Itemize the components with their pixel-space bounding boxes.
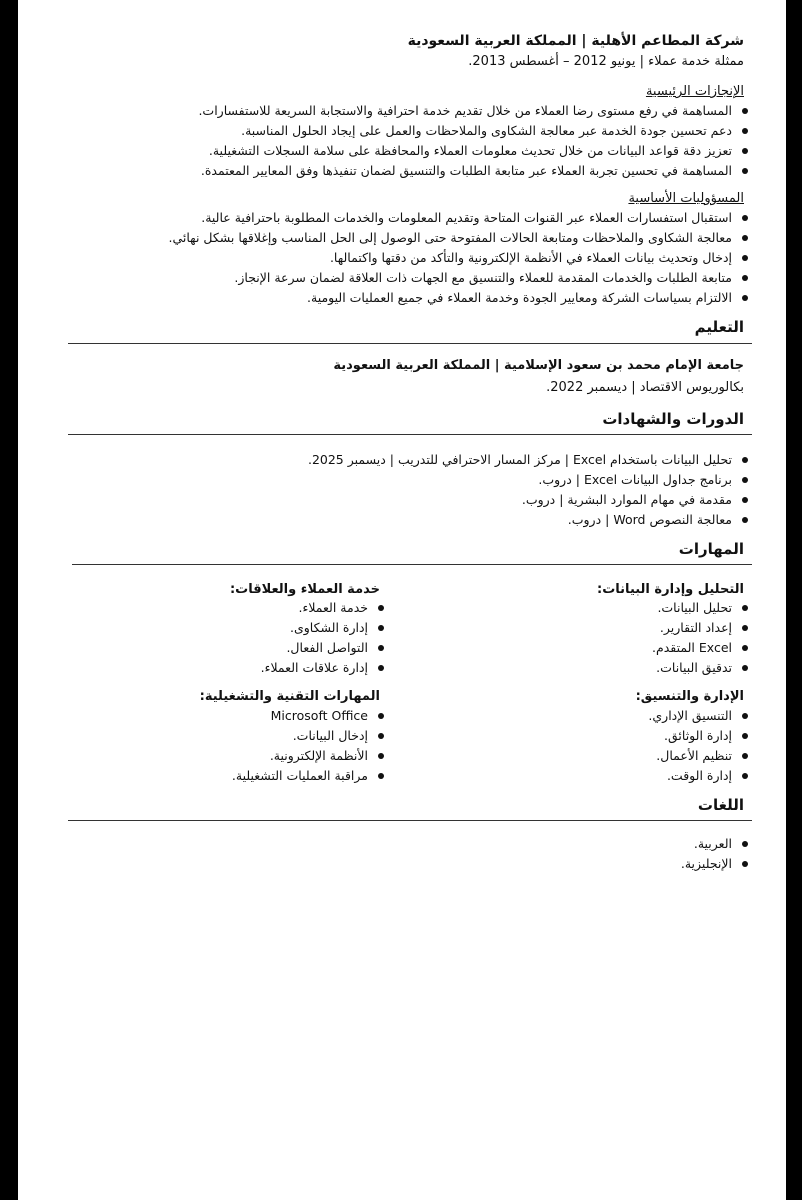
- list-item: إدارة الشكاوى.: [261, 618, 388, 638]
- list-item: استقبال استفسارات العملاء عبر القنوات المتاحة وتقديم المعلومات والخدمات المطلوبة باحترافية عالية.: [169, 208, 753, 228]
- education-institution: جامعة الإمام محمد بن سعود الإسلامية | المملكة العربية السعودية: [333, 358, 744, 373]
- skill-group-list: [648, 706, 752, 786]
- skill-group-title: التحليل وإدارة البيانات:: [597, 582, 744, 597]
- skill-group-title: خدمة العملاء والعلاقات:: [229, 582, 380, 597]
- bullet: [378, 773, 384, 779]
- skill-group-list: [652, 598, 752, 678]
- list-item: الأنظمة الإلكترونية.: [232, 746, 388, 766]
- courses-list: [308, 450, 752, 530]
- bullet: [742, 148, 748, 154]
- section-divider: [68, 820, 752, 821]
- bullet: [378, 713, 384, 719]
- list-item: خدمة العملاء.: [261, 598, 388, 618]
- list-item: الإنجليزية.: [681, 854, 752, 874]
- bullet: [742, 517, 748, 523]
- list-item: تحليل البيانات.: [652, 598, 752, 618]
- section-divider: [68, 434, 752, 435]
- bullet: [742, 497, 748, 503]
- list-item: تنظيم الأعمال.: [648, 746, 752, 766]
- section-divider: [72, 564, 752, 565]
- bullet: [742, 128, 748, 134]
- languages-heading: اللغات: [697, 796, 744, 814]
- bullet: [742, 235, 748, 241]
- list-item: Excel المتقدم.: [652, 638, 752, 658]
- list-item: المساهمة في رفع مستوى رضا العملاء من خلال تقديم خدمة احترافية والاستجابة السريعة للاستفسارات.: [198, 101, 752, 121]
- list-item: مراقبة العمليات التشغيلية.: [232, 766, 388, 786]
- bullet: [378, 605, 384, 611]
- skill-group-title: الإدارة والتنسيق:: [635, 689, 744, 704]
- bullet: [742, 108, 748, 114]
- list-item: تدقيق البيانات.: [652, 658, 752, 678]
- skill-group-list: [232, 706, 388, 786]
- list-item: معالجة الشكاوى والملاحظات ومتابعة الحالات المفتوحة حتى الوصول إلى الحل المناسب وإغلاقها بشكل نهائي.: [169, 228, 753, 248]
- bullet: [742, 255, 748, 261]
- bullet: [742, 861, 748, 867]
- bullet: [742, 215, 748, 221]
- section-divider: [68, 343, 752, 344]
- bullet: [742, 665, 748, 671]
- bullet: [742, 605, 748, 611]
- bullet: [742, 645, 748, 651]
- list-item: إعداد التقارير.: [652, 618, 752, 638]
- list-item: إدارة الوثائق.: [648, 726, 752, 746]
- bullet: [742, 295, 748, 301]
- list-item: التنسيق الإداري.: [648, 706, 752, 726]
- bullet: [378, 733, 384, 739]
- skill-group-list: [261, 598, 388, 678]
- achievements-list: [198, 101, 752, 181]
- responsibilities-heading: المسؤوليات الأساسية: [628, 191, 744, 206]
- skills-heading: المهارات: [678, 540, 744, 558]
- list-item: الالتزام بسياسات الشركة ومعايير الجودة وخدمة العملاء في جميع العمليات اليومية.: [169, 288, 753, 308]
- job-subtitle: ممثلة خدمة عملاء | يونيو 2012 – أغسطس 2013.: [468, 54, 744, 69]
- list-item: إدخال البيانات.: [232, 726, 388, 746]
- bullet: [742, 457, 748, 463]
- resume-page: [18, 0, 786, 1200]
- bullet: [742, 477, 748, 483]
- responsibilities-list: [169, 208, 753, 308]
- bullet: [742, 168, 748, 174]
- bullet: [378, 753, 384, 759]
- bullet: [742, 625, 748, 631]
- education-heading: التعليم: [694, 318, 744, 336]
- bullet: [742, 753, 748, 759]
- list-item: تحليل البيانات باستخدام Excel | مركز المسار الاحترافي للتدريب | ديسمبر 2025.: [308, 450, 752, 470]
- list-item: برنامج جداول البيانات Excel | دروب.: [308, 470, 752, 490]
- bullet: [378, 645, 384, 651]
- courses-heading: الدورات والشهادات: [602, 410, 744, 428]
- job-title: شركة المطاعم الأهلية | المملكة العربية السعودية: [407, 33, 744, 49]
- bullet: [742, 275, 748, 281]
- list-item: Microsoft Office: [232, 706, 388, 726]
- bullet: [378, 625, 384, 631]
- list-item: إدارة الوقت.: [648, 766, 752, 786]
- list-item: المساهمة في تحسين تجربة العملاء عبر متابعة الطلبات والتنسيق لضمان تنفيذها وفق المعايير المعتمدة.: [198, 161, 752, 181]
- list-item: تعزيز دقة قواعد البيانات من خلال تحديث معلومات العملاء والمحافظة على سلامة السجلات التشغيلية.: [198, 141, 752, 161]
- list-item: معالجة النصوص Word | دروب.: [308, 510, 752, 530]
- list-item: دعم تحسين جودة الخدمة عبر معالجة الشكاوى والملاحظات والعمل على إيجاد الحلول المناسبة.: [198, 121, 752, 141]
- list-item: إدارة علاقات العملاء.: [261, 658, 388, 678]
- list-item: مقدمة في مهام الموارد البشرية | دروب.: [308, 490, 752, 510]
- bullet: [742, 841, 748, 847]
- skill-group-title: المهارات التقنية والتشغيلية:: [199, 689, 380, 704]
- list-item: إدخال وتحديث بيانات العملاء في الأنظمة الإلكترونية والتأكد من دقتها واكتمالها.: [169, 248, 753, 268]
- education-degree: بكالوريوس الاقتصاد | ديسمبر 2022.: [546, 380, 744, 395]
- list-item: متابعة الطلبات والخدمات المقدمة للعملاء والتنسيق مع الجهات ذات العلاقة لضمان سرعة الإنجاز.: [169, 268, 753, 288]
- list-item: التواصل الفعال.: [261, 638, 388, 658]
- achievements-heading: الإنجازات الرئيسية: [645, 84, 744, 99]
- bullet: [378, 665, 384, 671]
- bullet: [742, 733, 748, 739]
- bullet: [742, 773, 748, 779]
- languages-list: [681, 834, 752, 874]
- bullet: [742, 713, 748, 719]
- list-item: العربية.: [681, 834, 752, 854]
